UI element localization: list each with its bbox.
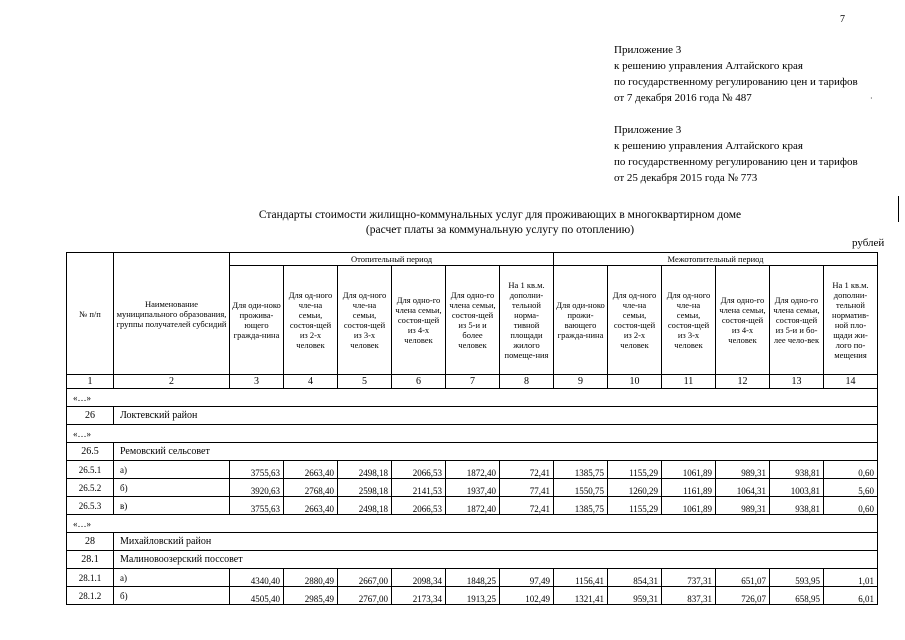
scan-edge-mark bbox=[898, 196, 899, 222]
tariff-table bbox=[66, 252, 878, 605]
section-row bbox=[67, 443, 878, 461]
header-nonheating-period: Межотопительный период bbox=[554, 253, 878, 266]
value-cell: 2768,40 bbox=[284, 479, 338, 497]
ellipsis-cell: «…» bbox=[67, 515, 878, 533]
value-cell: 97,49 bbox=[500, 569, 554, 587]
value-cell: 2985,49 bbox=[284, 587, 338, 605]
row-number: 28.1.2 bbox=[67, 587, 114, 605]
column-number: 13 bbox=[770, 375, 824, 389]
header-heating-col: Для одно-го члена семьи, состоя-щей из 5-и и более человек bbox=[446, 266, 500, 375]
value-cell: 4505,40 bbox=[230, 587, 284, 605]
row-number: 28.1.1 bbox=[67, 569, 114, 587]
value-cell: 4340,40 bbox=[230, 569, 284, 587]
value-cell: 854,31 bbox=[608, 569, 662, 587]
row-number: 26 bbox=[67, 407, 114, 425]
section-row bbox=[67, 551, 878, 569]
header-heating-col: Для од-ного чле-на семьи, состоя-щей из 3-х человек bbox=[338, 266, 392, 375]
group-label: а) bbox=[114, 569, 230, 587]
value-cell: 1260,29 bbox=[608, 479, 662, 497]
value-cell: 1937,40 bbox=[446, 479, 500, 497]
value-cell: 2498,18 bbox=[338, 461, 392, 479]
appendix-line: Приложение 3 bbox=[614, 44, 682, 56]
table-row bbox=[67, 461, 878, 479]
value-cell: 1003,81 bbox=[770, 479, 824, 497]
row-number: 26.5 bbox=[67, 443, 114, 461]
value-cell: 1872,40 bbox=[446, 497, 500, 515]
value-cell: 1156,41 bbox=[554, 569, 608, 587]
table-row bbox=[67, 587, 878, 605]
currency-label: рублей bbox=[852, 237, 885, 249]
row-number: 26.5.1 bbox=[67, 461, 114, 479]
appendix-line: Приложение 3 bbox=[614, 124, 682, 136]
row-number: 28.1 bbox=[67, 551, 114, 569]
value-cell: 2767,00 bbox=[338, 587, 392, 605]
value-cell: 6,01 bbox=[824, 587, 878, 605]
row-number: 28 bbox=[67, 533, 114, 551]
column-number: 9 bbox=[554, 375, 608, 389]
column-number: 4 bbox=[284, 375, 338, 389]
page-number: 7 bbox=[840, 14, 845, 25]
value-cell: 1061,89 bbox=[662, 461, 716, 479]
column-number: 8 bbox=[500, 375, 554, 389]
value-cell: 2098,34 bbox=[392, 569, 446, 587]
value-cell: 1155,29 bbox=[608, 497, 662, 515]
value-cell: 2667,00 bbox=[338, 569, 392, 587]
value-cell: 1848,25 bbox=[446, 569, 500, 587]
section-label: Малиновоозерский поссовет bbox=[114, 551, 878, 569]
group-label: а) bbox=[114, 461, 230, 479]
appendix-line: от 25 декабря 2015 года № 773 bbox=[614, 172, 758, 184]
column-number: 5 bbox=[338, 375, 392, 389]
title-line: (расчет платы за коммунальную услугу по отоплению) bbox=[365, 224, 635, 236]
section-row bbox=[67, 533, 878, 551]
value-cell: 837,31 bbox=[662, 587, 716, 605]
value-cell: 938,81 bbox=[770, 461, 824, 479]
value-cell: 959,31 bbox=[608, 587, 662, 605]
value-cell: 0,60 bbox=[824, 497, 878, 515]
value-cell: 2066,53 bbox=[392, 461, 446, 479]
value-cell: 2141,53 bbox=[392, 479, 446, 497]
value-cell: 737,31 bbox=[662, 569, 716, 587]
value-cell: 2663,40 bbox=[284, 497, 338, 515]
table-row bbox=[67, 479, 878, 497]
row-number: 26.5.3 bbox=[67, 497, 114, 515]
value-cell: 1385,75 bbox=[554, 461, 608, 479]
value-cell: 2066,53 bbox=[392, 497, 446, 515]
header-nonheating-col: Для од-ного чле-на семьи, состоя-щей из 2-х человек bbox=[608, 266, 662, 375]
value-cell: 651,07 bbox=[716, 569, 770, 587]
value-cell: 3755,63 bbox=[230, 497, 284, 515]
value-cell: 1550,75 bbox=[554, 479, 608, 497]
value-cell: 938,81 bbox=[770, 497, 824, 515]
header-heating-col: Для одно-го члена семьи, состоя-щей из 4-х человек bbox=[392, 266, 446, 375]
column-number: 7 bbox=[446, 375, 500, 389]
scan-dot: · bbox=[870, 94, 873, 103]
header-heating-period: Отопительный период bbox=[230, 253, 554, 266]
ellipsis-cell: «…» bbox=[67, 389, 878, 407]
column-number-row bbox=[67, 375, 878, 389]
row-number: 26.5.2 bbox=[67, 479, 114, 497]
value-cell: 77,41 bbox=[500, 479, 554, 497]
value-cell: 102,49 bbox=[500, 587, 554, 605]
value-cell: 1155,29 bbox=[608, 461, 662, 479]
section-label: Ремовский сельсовет bbox=[114, 443, 878, 461]
header-name: Наименование муниципального образования, группы получателей субсидий bbox=[114, 253, 230, 375]
header-num: № п/п bbox=[67, 253, 114, 375]
header-heating-col: Для оди-ноко прожива-ющего гражда-нина bbox=[230, 266, 284, 375]
column-number: 11 bbox=[662, 375, 716, 389]
group-label: б) bbox=[114, 479, 230, 497]
title-line: Стандарты стоимости жилищно-коммунальных услуг для проживающих в многоквартирном доме bbox=[258, 209, 742, 221]
value-cell: 1913,25 bbox=[446, 587, 500, 605]
value-cell: 0,60 bbox=[824, 461, 878, 479]
column-number: 1 bbox=[67, 375, 114, 389]
value-cell: 593,95 bbox=[770, 569, 824, 587]
value-cell: 1872,40 bbox=[446, 461, 500, 479]
value-cell: 989,31 bbox=[716, 461, 770, 479]
header-nonheating-col: Для одно-го члена семьи, состоя-щей из 4-х человек bbox=[716, 266, 770, 375]
document-title bbox=[200, 208, 800, 238]
value-cell: 72,41 bbox=[500, 461, 554, 479]
section-label: Михайловский район bbox=[114, 533, 878, 551]
value-cell: 3920,63 bbox=[230, 479, 284, 497]
header-heating-col: На 1 кв.м. дополни-тельной норма-тивной площади жилого помеще-ния bbox=[500, 266, 554, 375]
column-number: 10 bbox=[608, 375, 662, 389]
section-label: Локтевский район bbox=[114, 407, 878, 425]
value-cell: 5,60 bbox=[824, 479, 878, 497]
header-nonheating-col: Для оди-ноко прожи-вающего гражда-нина bbox=[554, 266, 608, 375]
appendix-line: к решению управления Алтайского края bbox=[614, 140, 803, 152]
ellipsis-row bbox=[67, 425, 878, 443]
ellipsis-row bbox=[67, 389, 878, 407]
value-cell: 1161,89 bbox=[662, 479, 716, 497]
value-cell: 989,31 bbox=[716, 497, 770, 515]
header-nonheating-col: Для од-ного чле-на семьи, состоя-щей из 3-х человек bbox=[662, 266, 716, 375]
value-cell: 72,41 bbox=[500, 497, 554, 515]
column-number: 12 bbox=[716, 375, 770, 389]
column-number: 2 bbox=[114, 375, 230, 389]
appendix-line: к решению управления Алтайского края bbox=[614, 60, 803, 72]
table-row bbox=[67, 569, 878, 587]
value-cell: 2598,18 bbox=[338, 479, 392, 497]
value-cell: 658,95 bbox=[770, 587, 824, 605]
column-number: 14 bbox=[824, 375, 878, 389]
value-cell: 1321,41 bbox=[554, 587, 608, 605]
value-cell: 1,01 bbox=[824, 569, 878, 587]
table-row bbox=[67, 497, 878, 515]
appendix-line: по государственному регулированию цен и тарифов bbox=[614, 76, 858, 88]
column-number: 6 bbox=[392, 375, 446, 389]
group-label: б) bbox=[114, 587, 230, 605]
header-heating-col: Для од-ного чле-на семьи, состоя-щей из 2-х человек bbox=[284, 266, 338, 375]
section-row bbox=[67, 407, 878, 425]
value-cell: 2663,40 bbox=[284, 461, 338, 479]
column-number: 3 bbox=[230, 375, 284, 389]
appendix-line: по государственному регулированию цен и тарифов bbox=[614, 156, 858, 168]
appendix-line: от 7 декабря 2016 года № 487 bbox=[614, 92, 752, 104]
ellipsis-row bbox=[67, 515, 878, 533]
value-cell: 2880,49 bbox=[284, 569, 338, 587]
value-cell: 2498,18 bbox=[338, 497, 392, 515]
header-nonheating-col: Для одно-го члена семьи, состоя-щей из 5-и и бо-лее чело-век bbox=[770, 266, 824, 375]
value-cell: 1064,31 bbox=[716, 479, 770, 497]
group-label: в) bbox=[114, 497, 230, 515]
value-cell: 1385,75 bbox=[554, 497, 608, 515]
value-cell: 726,07 bbox=[716, 587, 770, 605]
value-cell: 2173,34 bbox=[392, 587, 446, 605]
ellipsis-cell: «…» bbox=[67, 425, 878, 443]
value-cell: 3755,63 bbox=[230, 461, 284, 479]
appendix-block-previous bbox=[614, 122, 858, 186]
value-cell: 1061,89 bbox=[662, 497, 716, 515]
header-nonheating-col: На 1 кв.м. дополни-тельной норматив-ной пло-щади жи-лого по-мещения bbox=[824, 266, 878, 375]
appendix-block-current bbox=[614, 42, 858, 106]
